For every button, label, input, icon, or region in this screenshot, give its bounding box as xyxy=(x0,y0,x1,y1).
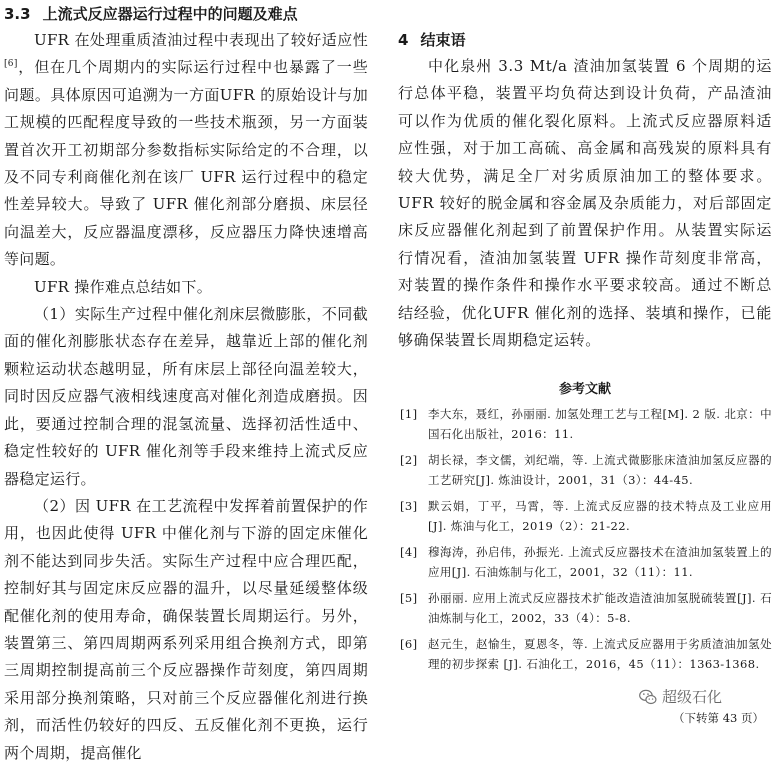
paragraph: （1）实际生产过程中催化剂床层微膨胀，不同截面的催化剂膨胀状态存在差异，越靠近上部的催化剂颗粒运动状态越明显，所有床层上部径向温差较大，同时因反应器气液相线速度高对催化剂造成磨损。因此，要通过控制合理的混氢流量、选择初活性适中、稳定性较好的 UFR 催化剂等手段来维持上流式反应器稳定运行。 xyxy=(4,305,368,488)
reference-number: [3] xyxy=(400,499,418,514)
reference-text: 赵元生，赵愉生，夏恩冬，等. 上流式反应器用于劣质渣油加氢处理的初步探索 [J]. 石油化工，2016，45（11）：1363-1368. xyxy=(428,637,772,671)
section-title: 结束语 xyxy=(420,31,466,49)
references-heading: 参考文献 xyxy=(558,382,611,398)
paragraph xyxy=(4,27,368,274)
section-number: 3.3 xyxy=(4,5,31,23)
reference-number: [5] xyxy=(400,591,418,606)
section-heading-3-3 xyxy=(4,4,368,24)
reference-item xyxy=(398,497,772,536)
section-number: 4 xyxy=(398,31,409,49)
section-title: 上流式反应器运行过程中的问题及难点 xyxy=(42,5,298,23)
paragraph-text: UFR 在处理重质渣油过程中表现出了较好适应性 xyxy=(34,31,368,49)
paragraph: UFR 操作难点总结如下。 xyxy=(34,277,213,296)
reference-text: 李大东，聂红，孙丽丽. 加氢处理工艺与工程[M]. 2 版. 北京：中国石化出版社，2016：11. xyxy=(428,407,772,441)
reference-list xyxy=(398,405,772,674)
reference-number: [6] xyxy=(400,637,418,652)
wechat-icon xyxy=(638,687,658,707)
paragraph-text: ，但在几个周期内的实际运行过程中也暴露了一些问题。具体原因可追溯为一方面UFR 的原始设计与加工规模的匹配程度导致的一些技术瓶颈，另一方面装置首次开工初期部分参数指标实际给定的不合理，以及不同专利商催化剂在该厂 UFR 运行过程中的稳定性差异较大。导致了 UFR 催化剂部分磨损、床层径向温差大，反应器温度漂移，反应器压力降快速增高等问题。 xyxy=(4,58,368,269)
reference-number: [1] xyxy=(400,407,418,422)
reference-item xyxy=(398,405,772,444)
left-column xyxy=(4,4,368,767)
citation: [6] xyxy=(4,59,18,70)
reference-item xyxy=(398,451,772,490)
right-column xyxy=(398,4,772,681)
continued-note: （下转第 43 页） xyxy=(673,711,764,725)
watermark xyxy=(638,686,722,707)
section-heading-4 xyxy=(398,30,772,50)
reference-text: 胡长禄，李文儒，刘纪端，等. 上流式微膨胀床渣油加氢反应器的工艺研究[J]. 炼油设计，2001，31（3）：44-45. xyxy=(428,453,772,487)
watermark-text: 超级石化 xyxy=(662,688,723,706)
reference-number: [2] xyxy=(400,453,418,468)
reference-item xyxy=(398,543,772,582)
reference-number: [4] xyxy=(400,545,418,560)
paragraph: 中化泉州 3.3 Mt/a 渣油加氢装置 6 个周期的运行总体平稳，装置平均负荷达到设计负荷，产品渣油可以作为优质的催化裂化原料。上流式反应器原料适应性强，对于加工高硫、高金属和高残炭的原料具有较大优势，满足全厂对劣质原油加工的整体要求。UFR 较好的脱金属和容金属及杂质能力，对后部固定床反应器催化剂起到了前置保护作用。从装置实际运行情况看，渣油加氢装置 UFR 操作苛刻度非常高，对装置的操作条件和操作水平要求较高。通过不断总结经验，优化UFR 催化剂的选择、装填和操作，已能够确保装置长周期稳定运转。 xyxy=(398,57,772,350)
reference-text: 默云娟，丁平，马霄，等. 上流式反应器的技术特点及工业应用[J]. 炼油与化工，2019（2）：21-22. xyxy=(428,499,772,533)
paragraph: （2）因 UFR 在工艺流程中发挥着前置保护的作用，也因此使得 UFR 中催化剂与下游的固定床催化剂不能达到同步失活。实际生产过程中应合理匹配，控制好其与固定床反应器的温升，以尽量延缓整体级配催化剂的使用寿命，确保装置长周期运行。另外，装置第三、第四周期两系列采用组合换剂方式，即第三周期控制提高前三个反应器操作苛刻度，第四周期采用部分换剂策略，只对前三个反应器催化剂进行换剂，而活性仍较好的四反、五反催化剂不更换，运行两个周期，提高催化 xyxy=(4,496,368,762)
reference-item xyxy=(398,635,772,674)
reference-item xyxy=(398,589,772,628)
reference-text: 孙丽丽. 应用上流式反应器技术扩能改造渣油加氢脱硫装置[J]. 石油炼制与化工，2002，33（4）：5-8. xyxy=(428,591,772,625)
reference-text: 穆海涛，孙启伟，孙振光. 上流式反应器技术在渣油加氢装置上的应用[J]. 石油炼制与化工，2001，32（11）：11. xyxy=(428,545,772,579)
